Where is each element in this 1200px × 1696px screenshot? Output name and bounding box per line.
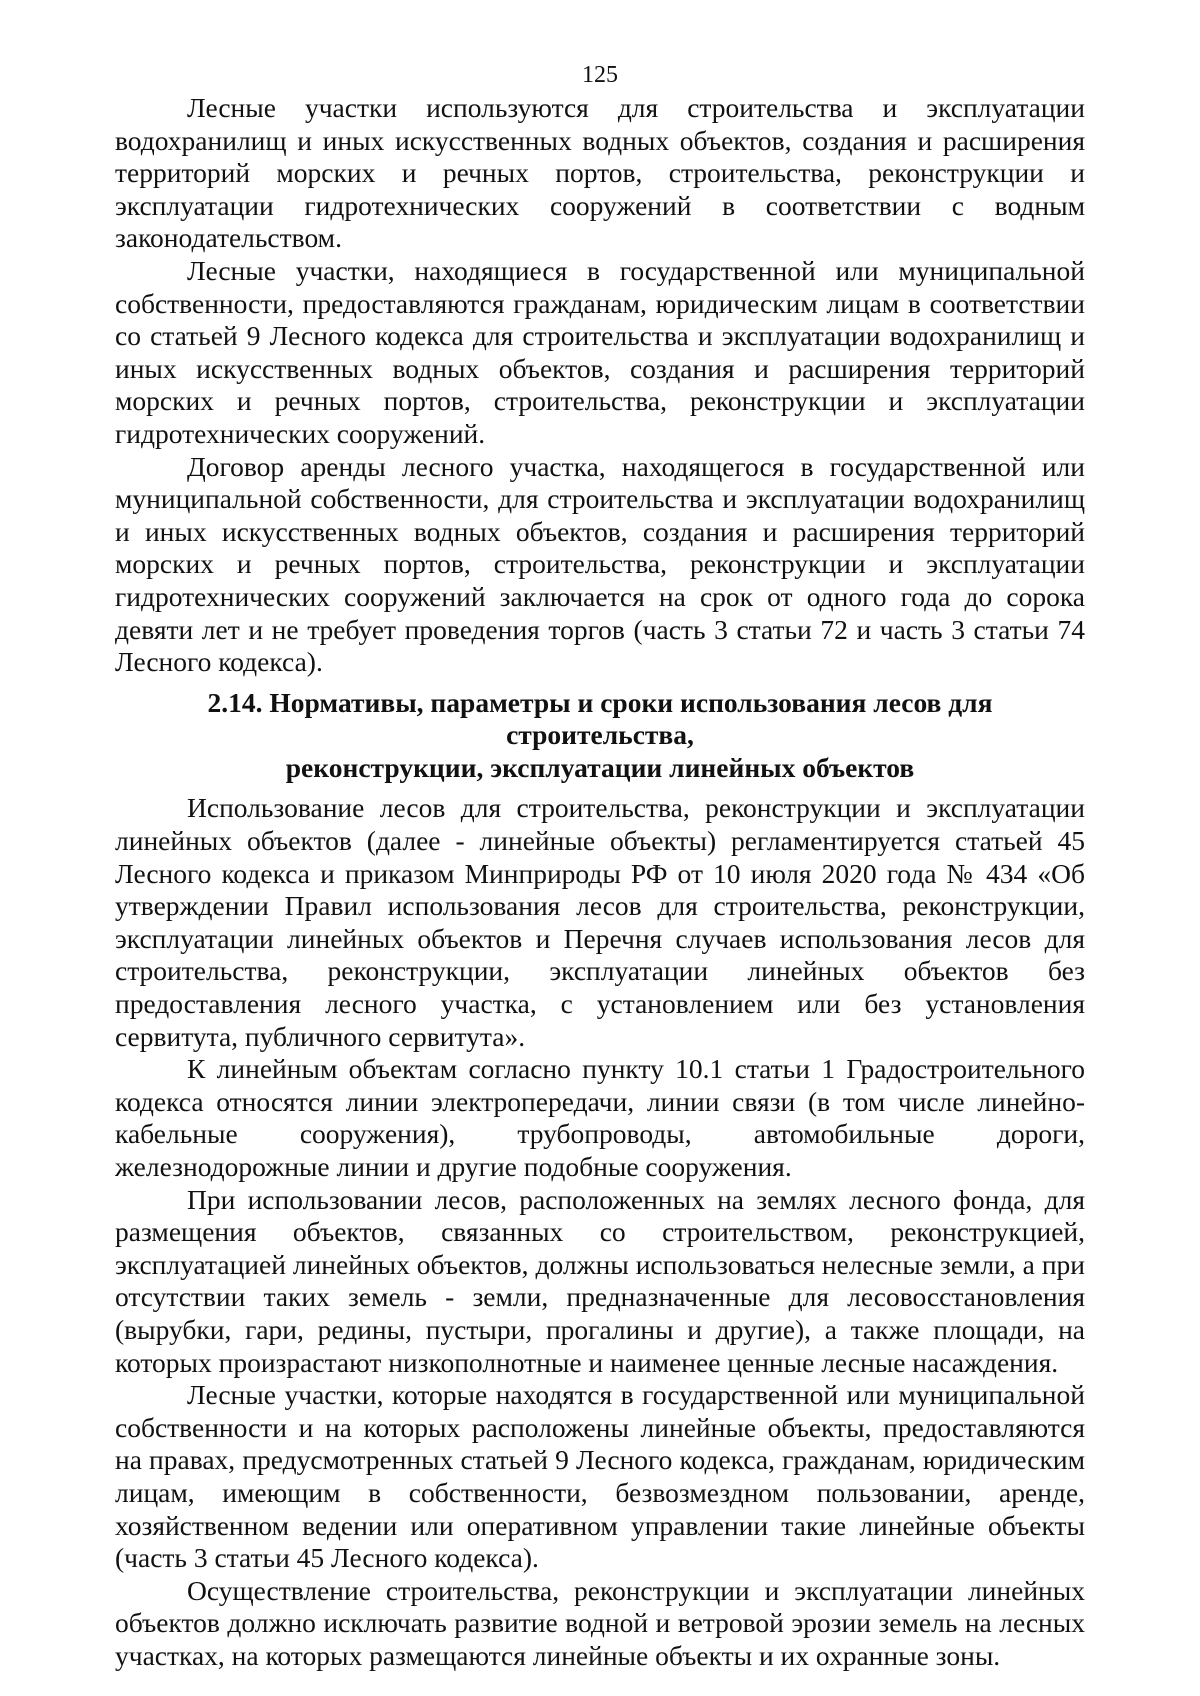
paragraph-linear-objects-definition: К линейным объектам согласно пункту 10.1 статьи 1 Градостроительного кодекса относятся линии электропередачи, линии связи (в том числе линейно-кабельные сооружения), трубопроводы, автомобильные дороги, железнодорожные линии и другие подобные сооружения. — [115, 1053, 1085, 1182]
page-number: 125 — [582, 62, 618, 88]
paragraph-erosion-prevention: Осуществление строительства, реконструкции и эксплуатации линейных объектов должно исключать развитие водной и ветровой эрозии земель на лесных участках, на которых размещаются линейные объекты и их охранные зоны. — [115, 1574, 1085, 1671]
paragraph-forest-plots-use: Лесные участки используются для строительства и эксплуатации водохранилищ и иных искусственных водных объектов, создания и расширения территорий морских и речных портов, строительства, реконструкции и эксплуатации гидротехнических сооружений в соответствии с водным законодательством. — [115, 92, 1085, 254]
paragraph-plots-provision-rights: Лесные участки, которые находятся в государственной или муниципальной собственности и на которых расположены линейные объекты, предоставляются на правах, предусмотренных статьей 9 Лесного кодекса, гражданам, юридическим лицам, имеющим в собственности, безвозмездном пользовании, аренде, хозяйственном ведении или оперативном управлении такие линейные объекты (часть 3 статьи 45 Лесного кодекса). — [115, 1379, 1085, 1574]
paragraph-forest-plots-provision: Лесные участки, находящиеся в государственной или муниципальной собственности, предоставляются гражданам, юридическим лицам в соответствии со статьей 9 Лесного кодекса для строительства и эксплуатации водохранилищ и иных искусственных водных объектов, создания и расширения территорий морских и речных портов, строительства, реконструкции и эксплуатации гидротехнических сооружений. — [115, 254, 1085, 449]
document-page — [115, 60, 1085, 1673]
section-heading — [115, 687, 1085, 785]
paragraph-land-use-priority: При использовании лесов, расположенных на землях лесного фонда, для размещения объектов, связанных со строительством, реконструкцией, эксплуатацией линейных объектов, должны использоваться нелесные земли, а при отсутствии таких земель - земли, предназначенные для лесовосстановления (вырубки, гари, редины, пустыри, прогалины и другие), а также площади, на которых произрастают низкополнотные и наименее ценные лесные насаждения. — [115, 1183, 1085, 1378]
section-heading-line-2: реконструкции, эксплуатации линейных объектов — [285, 751, 915, 783]
paragraph-lease-agreement: Договор аренды лесного участка, находящегося в государственной или муниципальной собственности, для строительства и эксплуатации водохранилищ и иных искусственных водных объектов, создания и расширения территорий морских и речных портов, строительства, реконструкции и эксплуатации гидротехнических сооружений заключается на срок от одного года до сорока девяти лет и не требует проведения торгов (часть 3 статьи 72 и часть 3 статьи 74 Лесного кодекса). — [115, 450, 1085, 678]
section-heading-line-1: 2.14. Нормативы, параметры и сроки использования лесов для строительства, — [207, 686, 993, 751]
paragraph-linear-objects-regulation: Использование лесов для строительства, реконструкции и эксплуатации линейных объектов (далее - линейные объекты) регламентируется статьей 45 Лесного кодекса и приказом Минприроды РФ от 10 июля 2020 года № 434 «Об утверждении Правил использования лесов для строительства, реконструкции, эксплуатации линейных объектов и Перечня случаев использования лесов для строительства, реконструкции, эксплуатации линейных объектов без предоставления лесного участка, с установлением или без установления сервитута, публичного сервитута». — [115, 792, 1085, 1052]
